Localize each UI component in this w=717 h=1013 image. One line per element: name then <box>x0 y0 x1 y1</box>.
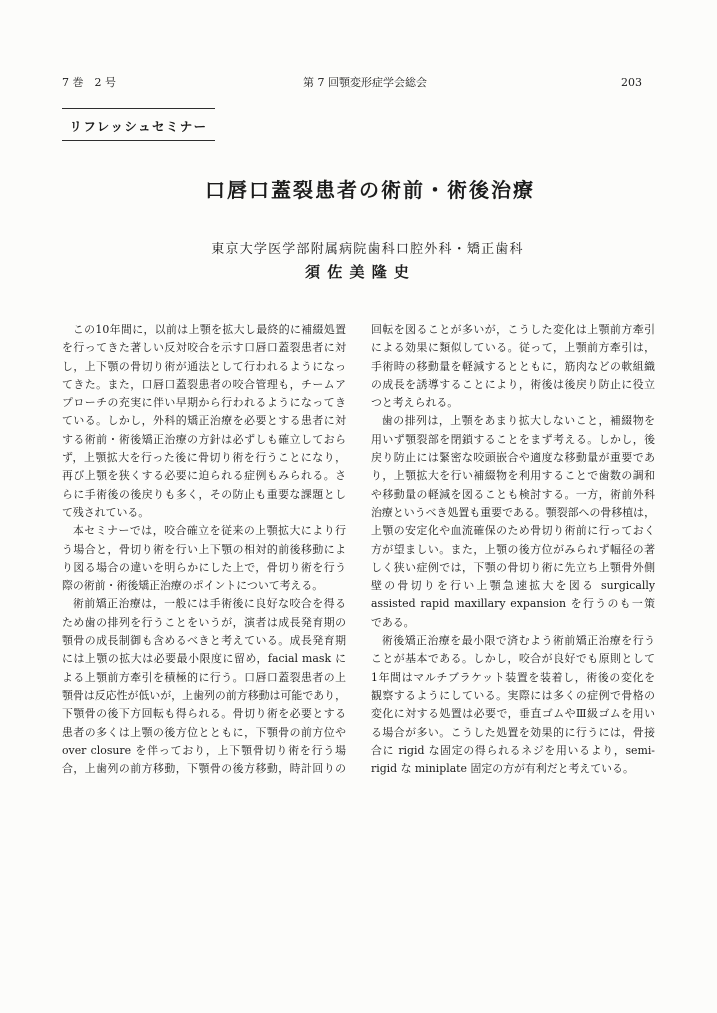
right-column-line: 戻り防止には緊密な咬頭嵌合や適度な移動量が重要であ <box>371 451 655 465</box>
left-column-line: 再び上顎を狭くする必要に迫られる症例もみられる。さ <box>62 469 346 483</box>
left-column-line: 本セミナーでは，咬合確立を従来の上顎拡大により行 <box>72 524 346 538</box>
left-column-line: 下顎骨の後下方回転も得られる。骨切り術を必要とする <box>62 707 346 721</box>
left-column-line: 際の術前・術後矯正治療のポイントについて考える。 <box>62 579 324 593</box>
left-column-line: 合，上歯列の前方移動，下顎骨の後方移動，時計回りの <box>62 762 346 776</box>
right-column-line: 合に rigid な固定の得られるネジを用いるより，semi- <box>371 743 655 757</box>
left-column-line: この10年間に，以前は上顎を拡大し最終的に補綴処置 <box>72 323 346 336</box>
section-label: リフレッシュセミナー <box>69 119 208 134</box>
right-column-line: rigid な miniplate 固定の方が有利だと考えている。 <box>371 762 634 776</box>
left-column-line: う場合と，骨切り術を行い上下顎の相対的前後移動によ <box>62 542 346 556</box>
left-column-line: する術前・術後矯正治療の方針は必ずしも確立しておら <box>62 432 346 446</box>
left-column-line: 患者の多くは上顎の後方位とともに，下顎骨の前方位や <box>62 725 346 739</box>
page-number: 203 <box>621 76 642 89</box>
right-column-line: の成長を誘導することにより，術後は後戻り防止に役立 <box>371 377 655 391</box>
right-column-line: である。 <box>371 615 415 629</box>
left-column-line: て残されている。 <box>62 505 150 519</box>
left-column-line: 術前矯正治療は，一般には手術後に良好な咬合を得る <box>72 597 346 611</box>
section-rule-top <box>62 108 215 109</box>
left-column-line: らに手術後の後戻りも多く，その防止も重要な課題とし <box>62 487 346 501</box>
right-column-line: assisted rapid maxillary expansion を行うのも一策 <box>371 597 655 611</box>
right-column-line: や移動量の軽減を図ることも検討する。一方，術前外科 <box>371 487 655 501</box>
left-column-line: し，上下顎の骨切り術が通法として行われるようになっ <box>62 359 346 373</box>
right-text-column <box>371 321 655 778</box>
left-column-line: てきた。また，口唇口蓋裂患者の咬合管理も，チームア <box>62 377 346 391</box>
right-column-line: による効果に類似している。従って，上顎前方牽引は， <box>371 341 655 355</box>
left-column-line: には上顎の拡大は必要最小限度に留め，facial mask に <box>62 652 346 666</box>
right-column-line: り，上顎拡大を行い補綴物を利用することで歯数の調和 <box>371 469 655 483</box>
right-column-line: ことが基本である。しかし，咬合が良好でも原則として <box>371 652 655 666</box>
left-column-line: を行ってきた著しい反対咬合を示す口唇口蓋裂患者に対 <box>62 341 346 355</box>
author-name: 須 佐 美 隆 史 <box>305 263 410 281</box>
left-text-column <box>62 321 346 778</box>
right-column-line: 術後矯正治療を最小限で済むよう術前矯正治療を行う <box>381 634 655 648</box>
left-column-line: ず，上顎拡大を行った後に骨切り術を行うことになり， <box>62 451 346 465</box>
right-column-line: 歯の排列は，上顎をあまり拡大しないこと，補綴物を <box>381 414 655 428</box>
right-column-line: 回転を図ることが多いが，こうした変化は上顎前方牽引 <box>371 323 655 336</box>
author-affiliation: 東京大学医学部附属病院歯科口腔外科・矯正歯科 <box>211 242 524 257</box>
right-column-line: 1年間はマルチブラケット装置を装着し，術後の変化を <box>371 670 655 684</box>
left-column-line: り図る場合の違いを明らかにした上で，骨切り術を行う <box>62 560 346 574</box>
left-column-line: プローチの充実に伴い早期から行われるようになってき <box>62 396 346 410</box>
left-column-line: over closure を伴っており，上下顎骨切り術を行う場 <box>62 743 346 757</box>
right-column-line: 上顎の安定化や血流確保のため骨切り術前に行っておく <box>371 524 655 538</box>
right-column-line: 壁の骨切りを行い上顎急速拡大を図る surgically <box>371 579 655 593</box>
right-column-line: つと考えられる。 <box>371 396 459 410</box>
left-column-line: ため歯の排列を行うことをいうが，演者は成長発育期の <box>62 615 346 629</box>
right-column-line: 治療というべき処置も重要である。顎裂部への骨移植は， <box>371 505 655 519</box>
volume-issue: 7 巻 2 号 <box>62 76 116 89</box>
right-column-line: 観察するようにしている。実際には多くの症例で骨格の <box>371 688 655 702</box>
left-column-line: 顎骨は反応性が低いが，上歯列の前方移動は可能であり， <box>62 688 346 702</box>
right-column-line: 手術時の移動量を軽減するとともに，筋肉などの軟組織 <box>371 359 655 373</box>
section-rule-bottom <box>62 140 215 141</box>
left-column-line: よる上顎前方牽引を積極的に行う。口唇口蓋裂患者の上 <box>62 670 346 684</box>
left-column-line: ている。しかし，外科的矯正治療を必要とする患者に対 <box>62 414 346 428</box>
right-column-line: しく狭い症例では，下顎の骨切り術に先立ち上顎骨外側 <box>371 560 655 574</box>
right-column-line: る場合が多い。こうした処置を効果的に行うには，骨接 <box>371 725 655 739</box>
right-column-line: 方が望ましい。また，上顎の後方位がみられず幅径の著 <box>371 542 655 556</box>
right-column-line: 用いず顎裂部を閉鎖することをまず考える。しかし，後 <box>371 432 655 446</box>
right-column-line: 変化に対する処置は必要で，垂直ゴムやⅢ級ゴムを用い <box>371 707 655 721</box>
conference-name: 第 7 回顎変形症学会総会 <box>303 76 427 89</box>
article-title: 口唇口蓋裂患者の術前・術後治療 <box>205 178 535 202</box>
left-column-line: 顎骨の成長制御も含めるべきと考えている。成長発育期 <box>62 634 346 648</box>
